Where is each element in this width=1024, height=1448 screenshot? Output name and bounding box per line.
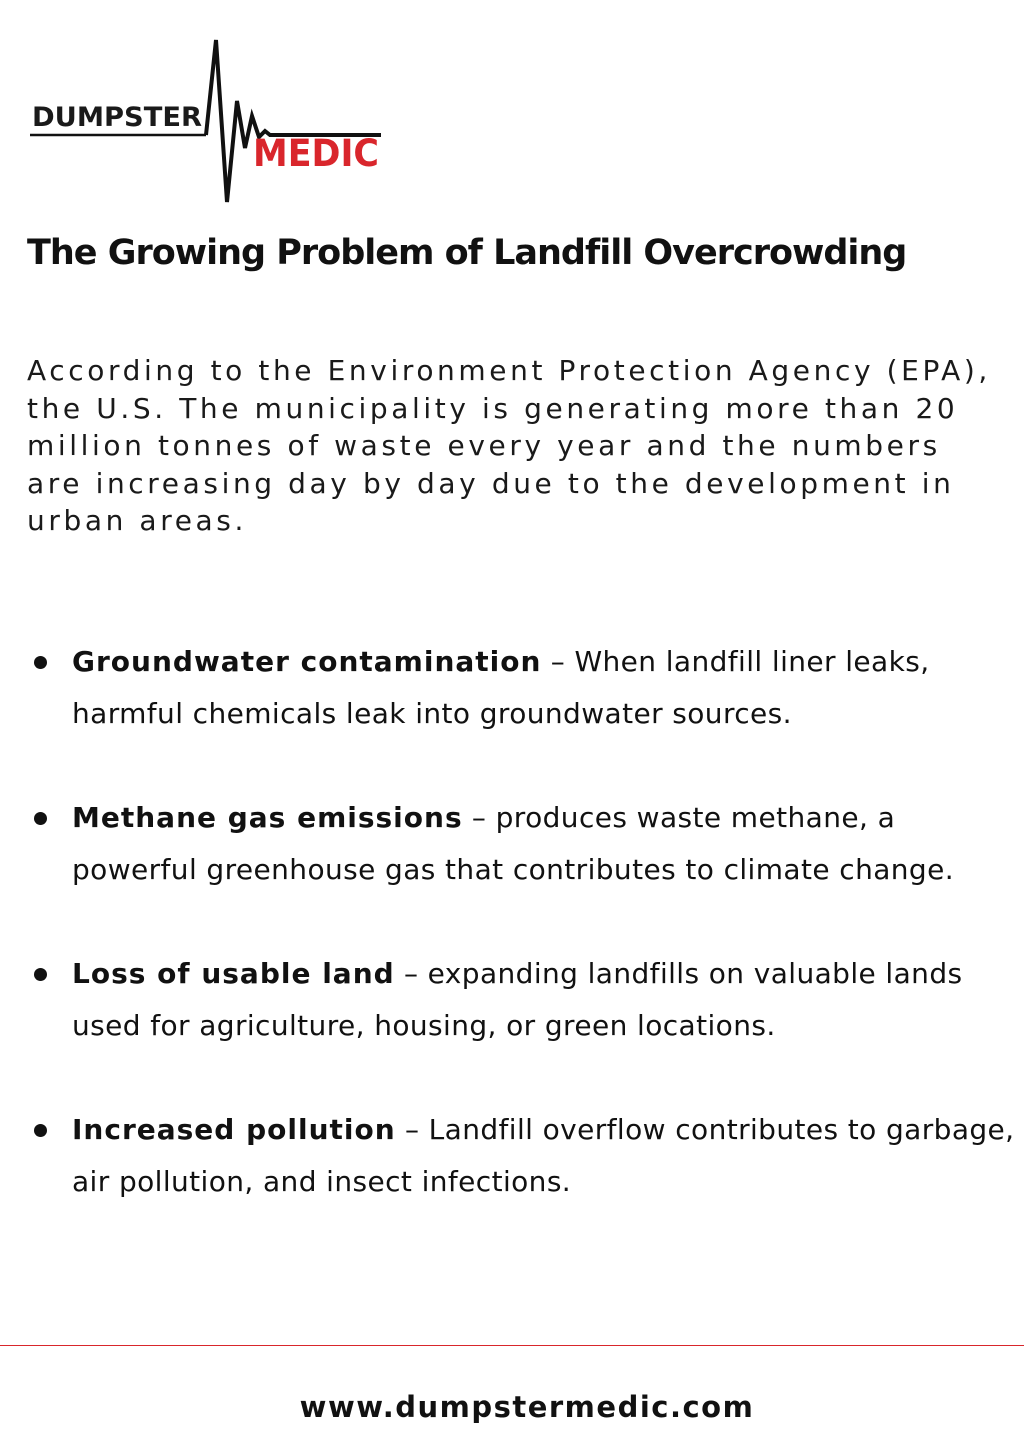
dumpster-medic-logo [30,38,390,206]
list-item-term: Groundwater contamination [72,645,542,678]
website-link[interactable]: www.dumpstermedic.com [299,1390,755,1424]
logo-word-medic: MEDIC [253,132,379,175]
heartbeat-line-icon [206,40,381,202]
list-item-methane [30,792,1015,896]
list-item-text: – Landfill overflow contributes to garbage, air pollution, and insect infections. [72,1113,1015,1198]
list-item-text: – When landfill liner leaks, harmful chemicals leak into groundwater sources. [72,645,930,730]
bullet-dot-icon [34,812,47,825]
bullet-dot-icon [34,968,47,981]
impact-list [30,636,1015,1208]
list-item-groundwater [30,636,1015,740]
footer-divider [0,1345,1024,1346]
page-title: The Growing Problem of Landfill Overcrowding [27,233,907,273]
bullet-dot-icon [34,1124,47,1137]
list-item-term: Methane gas emissions [72,801,463,834]
list-item-term: Increased pollution [72,1113,396,1146]
intro-paragraph: According to the Environment Protection Agency (EPA), the U.S. The municipality is generating more than 20 million tonnes of waste every year and the numbers are increasing day by day due to the development in urban areas. [27,354,991,537]
list-item-text: – produces waste methane, a powerful greenhouse gas that contributes to climate change. [72,801,955,886]
list-item-land-loss [30,948,1015,1052]
list-item-pollution [30,1104,1015,1208]
list-item-text: – expanding landfills on valuable lands used for agriculture, housing, or green locations. [72,957,963,1042]
list-item-term: Loss of usable land [72,957,395,990]
bullet-dot-icon [34,656,47,669]
logo-graphic [30,38,390,206]
logo-word-dumpster: DUMPSTER [32,102,203,133]
